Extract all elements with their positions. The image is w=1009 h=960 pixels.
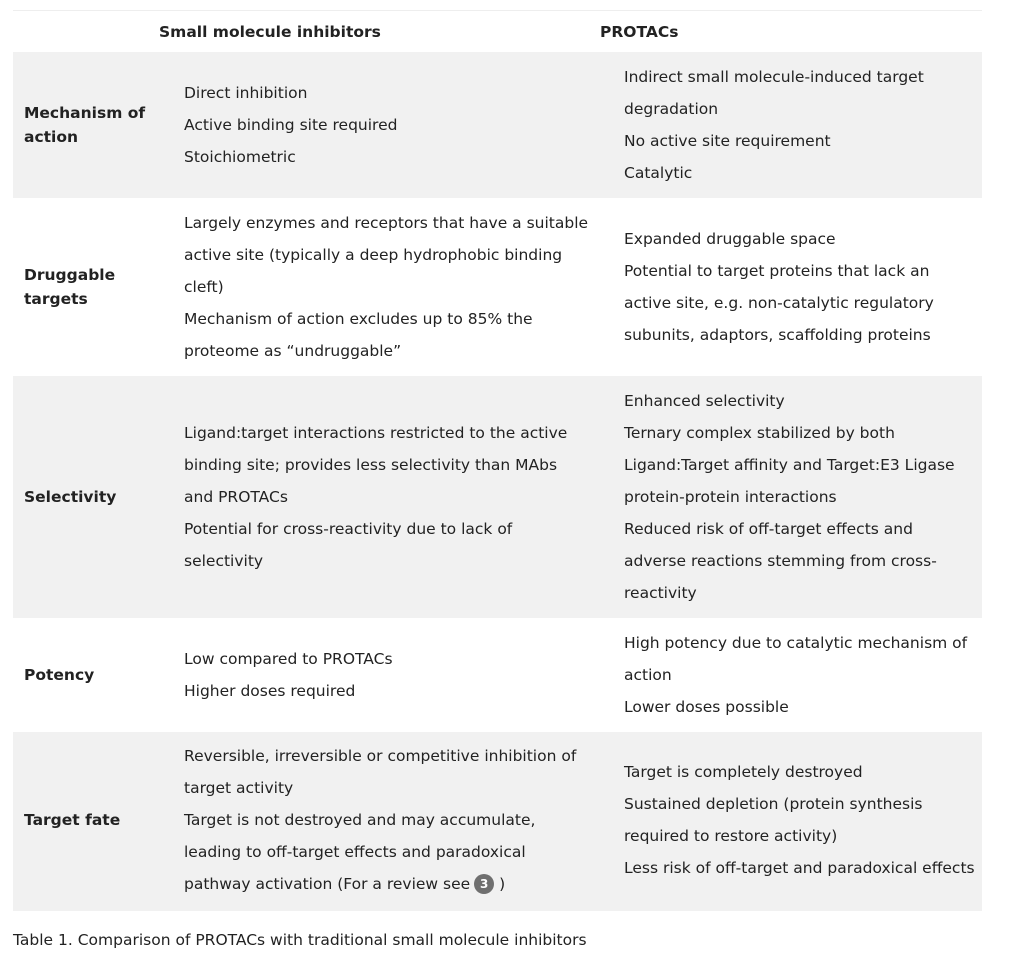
row-label: Potency [24, 666, 95, 684]
row-label: Druggable targets [24, 266, 116, 308]
table-caption: Table 1. Comparison of PROTACs with traditional small molecule inhibitors [13, 931, 587, 949]
small-molecule-cell: Direct inhibition Active binding site required Stoichiometric [184, 84, 398, 166]
header-protacs: PROTACs [600, 23, 679, 41]
protacs-cell: Expanded druggable space Potential to target proteins that lack an active site, e.g. non-catalytic regulatory subunits, adaptors, scaffolding proteins [624, 230, 934, 344]
protacs-cell: Indirect small molecule-induced target degradation No active site requirement Catalytic [624, 68, 924, 182]
table-row [13, 618, 982, 732]
protacs-cell: High potency due to catalytic mechanism of action Lower doses possible [624, 634, 968, 716]
protacs-cell: Target is completely destroyed Sustained depletion (protein synthesis required to restore activity) Less risk of off-target and paradoxical effects [624, 763, 975, 877]
small-molecule-cell: Largely enzymes and receptors that have a suitable active site (typically a deep hydrophobic binding cleft) Mechanism of action excludes up to 85% the proteome as “undruggable” [184, 214, 589, 360]
table-header-row [13, 10, 982, 53]
reference-badge[interactable]: 3 [474, 874, 494, 894]
row-label: Target fate [24, 811, 121, 829]
table-row [13, 732, 982, 911]
protacs-cell: Enhanced selectivity Ternary complex stabilized by both Ligand:Target affinity and Target:E3 Ligase protein-protein interactions Reduced risk of off-target effects and adverse reactions stemming from cross- reactivity [624, 392, 955, 602]
small-molecule-cell: Low compared to PROTACs Higher doses required [184, 650, 393, 700]
header-small-molecule: Small molecule inhibitors [159, 23, 381, 41]
row-label: Selectivity [24, 488, 117, 506]
table-row [13, 198, 982, 376]
small-molecule-cell: Reversible, irreversible or competitive inhibition of target activity Target is not destroyed and may accumulate, leading to off-target effects and paradoxical pathway activation (For a review see 3 ) [184, 747, 577, 893]
small-molecule-cell: Ligand:target interactions restricted to the active binding site; provides less selectivity than MAbs and PROTACs Potential for cross-reactivity due to lack of selectivity [184, 424, 568, 570]
table-row [13, 376, 982, 618]
row-label: Mechanism of action [24, 104, 146, 146]
table-row [13, 52, 982, 198]
